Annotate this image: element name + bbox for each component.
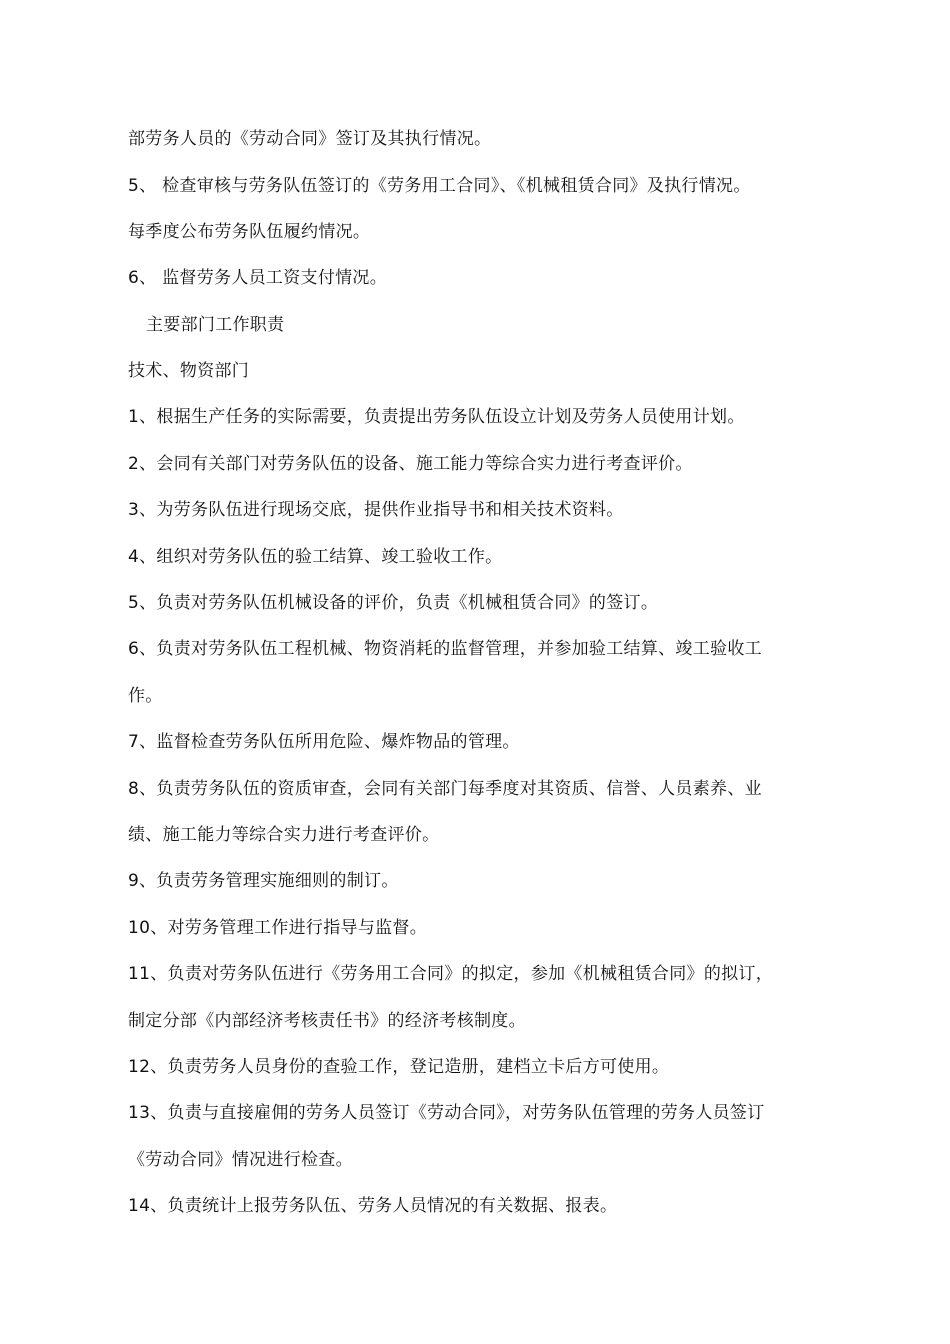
text-line: 绩、施工能力等综合实力进行考查评价。	[128, 825, 440, 845]
text-line: 11、负责对劳务队伍进行《劳务用工合同》的拟定，参加《机械租赁合同》的拟订，	[128, 964, 774, 984]
text-line: 8、负责劳务队伍的资质审查，会同有关部门每季度对其资质、信誉、人员素养、业	[128, 779, 762, 799]
text-line: 6、 监督劳务人员工资支付情况。	[128, 268, 388, 288]
text-line: 6、负责对劳务队伍工程机械、物资消耗的监督管理，并参加验工结算、竣工验收工	[128, 639, 762, 659]
text-line: 作。	[128, 686, 163, 706]
text-line: 7、监督检查劳务队伍所用危险、爆炸物品的管理。	[128, 732, 520, 752]
text-line: 部劳务人员的《劳动合同》签订及其执行情况。	[128, 129, 492, 149]
text-line: 5、负责对劳务队伍机械设备的评价，负责《机械租赁合同》的签订。	[128, 593, 659, 613]
subsection-heading: 技术、物资部门	[128, 361, 250, 381]
text-line: 4、组织对劳务队伍的验工结算、竣工验收工作。	[128, 547, 503, 567]
text-line: 1、根据生产任务的实际需要，负责提出劳务队伍设立计划及劳务人员使用计划。	[128, 407, 745, 427]
text-line: 12、负责劳务人员身份的查验工作，登记造册，建档立卡后方可使用。	[128, 1057, 670, 1077]
section-heading: 主要部门工作职责	[146, 315, 285, 335]
text-line: 制定分部《内部经济考核责任书》的经济考核制度。	[128, 1011, 526, 1031]
text-line: 2、会同有关部门对劳务队伍的设备、施工能力等综合实力进行考查评价。	[128, 454, 693, 474]
text-line: 10、对劳务管理工作进行指导与监督。	[128, 918, 428, 938]
text-line: 3、为劳务队伍进行现场交底，提供作业指导书和相关技术资料。	[128, 500, 624, 520]
text-line: 9、负责劳务管理实施细则的制订。	[128, 871, 399, 891]
text-line: 14、负责统计上报劳务队伍、劳务人员情况的有关数据、报表。	[128, 1196, 618, 1216]
text-line: 5、 检查审核与劳务队伍签订的《劳务用工合同》、《机械租赁合同》及执行情况。	[128, 176, 751, 196]
text-line: 每季度公布劳务队伍履约情况。	[128, 222, 371, 242]
text-line: 《劳动合同》情况进行检查。	[128, 1150, 353, 1170]
text-line: 13、负责与直接雇佣的劳务人员签订《劳动合同》，对劳务队伍管理的劳务人员签订	[128, 1103, 765, 1123]
